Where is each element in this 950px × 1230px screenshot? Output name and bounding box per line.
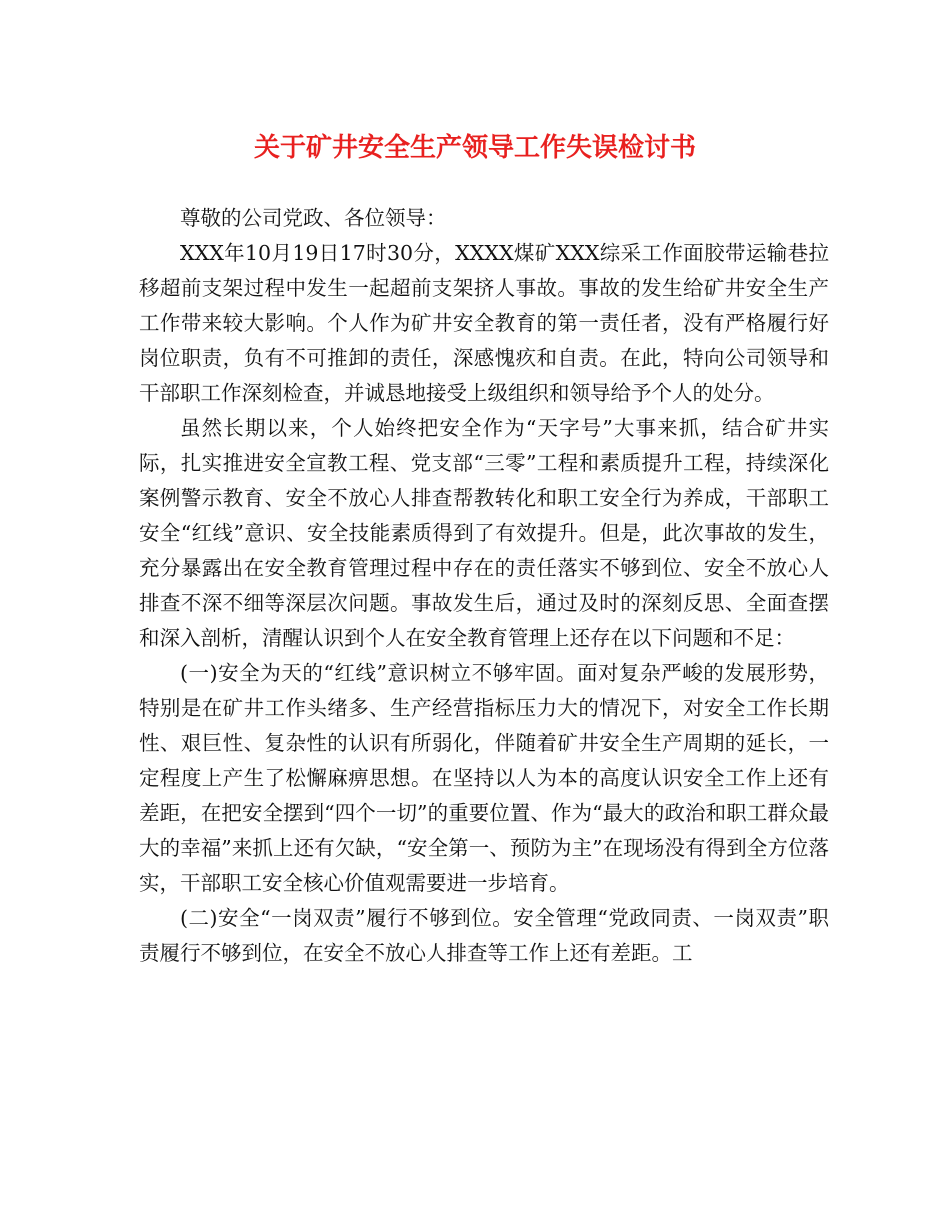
paragraph-issue-1: (一)安全为天的“红线”意识树立不够牢固。面对复杂严峻的发展形势，特别是在矿井工作头绪多、生产经营指标压力大的情况下，对安全工作长期性、艰巨性、复杂性的认识有所弱化，伴随着矿井安全生产周期的延长，一定程度上产生了松懈麻痹思想。在坚持以人为本的高度认识安全工作上还有差距，在把安全摆到“四个一切”的重要位置、作为“最大的政治和职工群众最大的幸福”来抓上还有欠缺，“安全第一、预防为主”在现场没有得到全方位落实，干部职工安全核心价值观需要进一步培育。	[139, 661, 829, 895]
paragraph-issue-2: (二)安全“一岗双责”履行不够到位。安全管理“党政同责、一岗双责”职责履行不够到位，在安全不放心人排查等工作上还有差距。工	[139, 906, 829, 965]
paragraph-incident: XXX年10月19日17时30分，XXXX煤矿XXX综采工作面胶带运输巷拉移超前支架过程中发生一起超前支架挤人事故。事故的发生给矿井安全生产工作带来较大影响。个人作为矿井安全教育的第一责任者，没有严格履行好岗位职责，负有不可推卸的责任，深感愧疚和自责。在此，特向公司领导和干部职工作深刻检查，并诚恳地接受上级组织和领导给予个人的处分。	[139, 241, 829, 405]
paragraph-reflection: 虽然长期以来，个人始终把安全作为“天字号”大事来抓，结合矿井实际，扎实推进安全宣教工程、党支部“三零”工程和素质提升工程，持续深化案例警示教育、安全不放心人排查帮教转化和职工安全行为养成，干部职工安全“红线”意识、安全技能素质得到了有效提升。但是，此次事故的发生，充分暴露出在安全教育管理过程中存在的责任落实不够到位、安全不放心人排查不深不细等深层次问题。事故发生后，通过及时的深刻反思、全面查摆和深入剖析，清醒认识到个人在安全教育管理上还存在以下问题和不足：	[139, 416, 829, 650]
document-body	[139, 201, 829, 971]
salutation: 尊敬的公司党政、各位领导：	[180, 206, 447, 230]
document-title: 关于矿井安全生产领导工作失误检讨书	[253, 133, 696, 163]
